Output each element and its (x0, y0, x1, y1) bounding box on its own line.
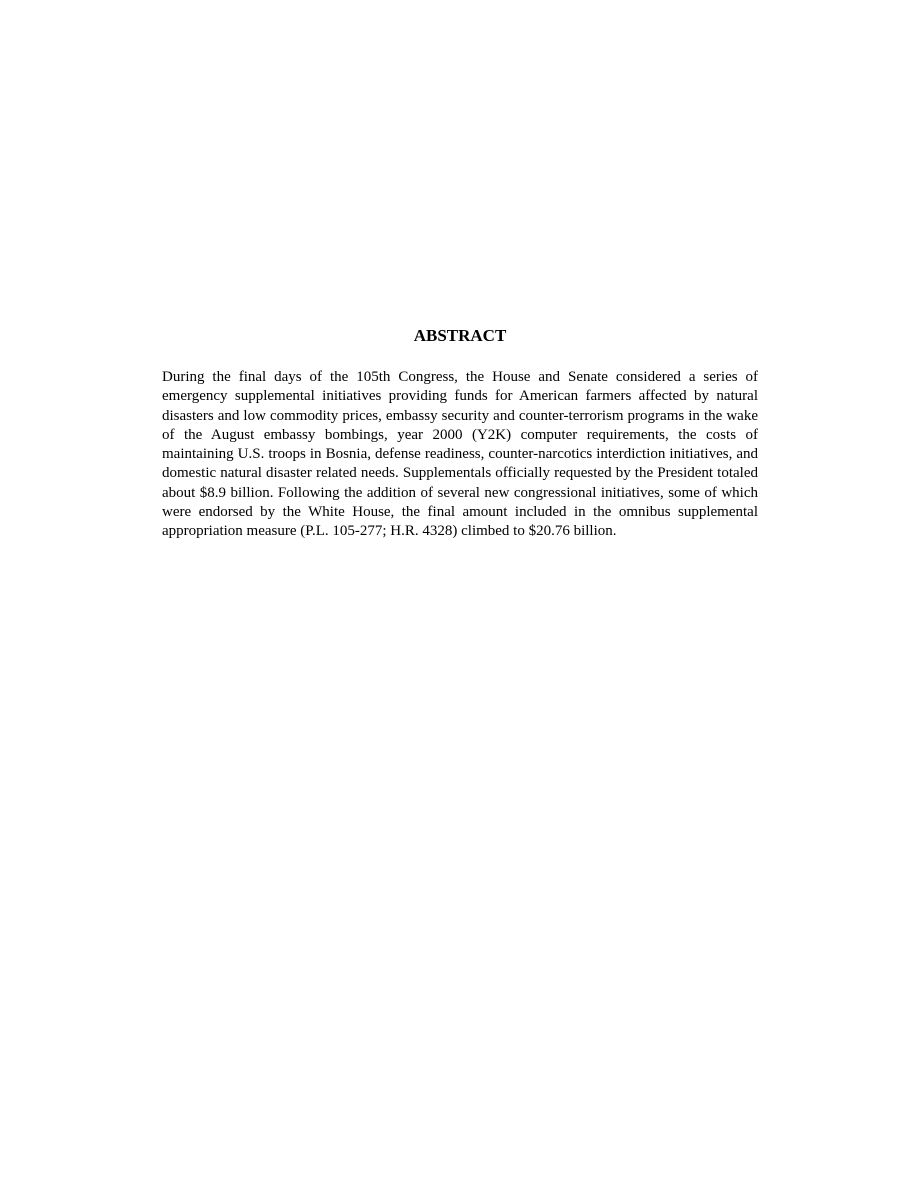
abstract-paragraph: During the final days of the 105th Congress, the House and Senate considered a series of emergency supplemental initiatives providing funds for American farmers affected by natural disasters and low commodity prices, embassy security and counter-terrorism programs in the wake of the August embassy bombings, year 2000 (Y2K) computer requirements, the costs of maintaining U.S. troops in Bosnia, defense readiness, counter-narcotics interdiction initiatives, and domestic natural disaster related needs. Supplementals officially requested by the President totaled about $8.9 billion. Following the addition of several new congressional initiatives, some of which were endorsed by the White House, the final amount included in the omnibus supplemental appropriation measure (P.L. 105-277; H.R. 4328) climbed to $20.76 billion. (162, 369, 758, 540)
abstract-heading: ABSTRACT (413, 326, 507, 345)
